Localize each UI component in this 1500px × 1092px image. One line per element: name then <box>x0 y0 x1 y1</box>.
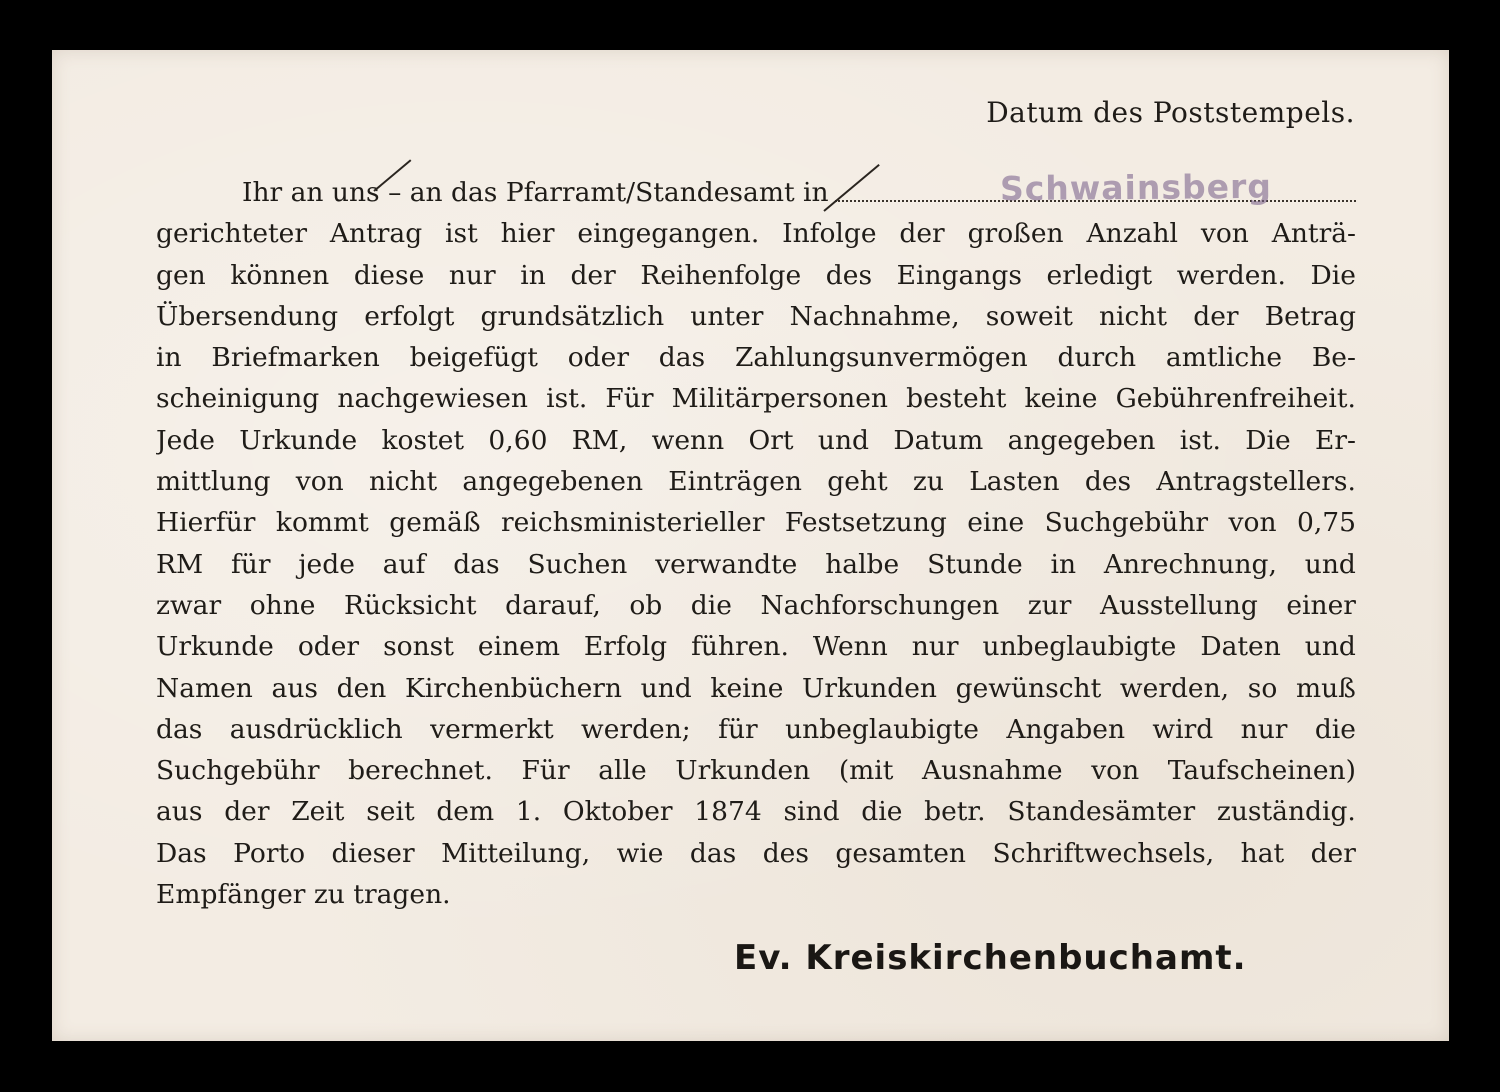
notice-word: wenn <box>651 424 725 456</box>
notice-word: des <box>1084 466 1132 498</box>
office-signature: Ev. Kreiskirchenbuchamt. <box>734 938 1247 978</box>
notice-word: Zahlungsunvermögen <box>734 342 1028 374</box>
notice-word: besteht <box>906 383 1007 415</box>
notice-word: RM <box>156 548 204 580</box>
place-rubber-stamp: Schwainsberg <box>999 166 1273 209</box>
notice-word: Namen <box>156 672 253 704</box>
notice-word: unbeglaubigte <box>982 631 1177 663</box>
notice-word: Anträ- <box>1271 218 1356 250</box>
notice-line <box>156 750 1356 791</box>
notice-word: geht <box>827 466 888 498</box>
notice-word: hat <box>1240 837 1285 869</box>
notice-word: auf <box>382 548 426 580</box>
notice-word: zuständig. <box>1216 796 1356 828</box>
notice-word: Antrag <box>329 218 423 250</box>
notice-word: werden, <box>1119 672 1230 704</box>
notice-word: Betrag <box>1264 300 1356 332</box>
notice-word: des <box>825 259 873 291</box>
notice-word: Die <box>1310 259 1356 291</box>
notice-word: kostet <box>381 424 465 456</box>
notice-word: Für <box>605 383 654 415</box>
notice-word: durch <box>1057 342 1137 374</box>
notice-word: eingegangen. <box>577 218 760 250</box>
notice-word: für <box>718 713 758 745</box>
notice-word: das <box>453 548 500 580</box>
notice-line <box>156 626 1356 667</box>
notice-word: Hierfür <box>156 507 256 539</box>
notice-word: und <box>817 424 869 456</box>
notice-word: oder <box>567 342 629 374</box>
notice-word: das <box>689 837 737 869</box>
notice-word: oder <box>297 631 360 663</box>
notice-line <box>156 255 1356 296</box>
notice-word: die <box>861 796 903 828</box>
notice-word: Kirchenbüchern <box>405 672 622 704</box>
notice-word: der <box>1193 300 1239 332</box>
notice-word: gen <box>156 259 206 291</box>
notice-line <box>156 668 1356 709</box>
notice-word: in <box>156 342 182 374</box>
notice-word: der <box>570 259 616 291</box>
notice-word: unter <box>690 300 764 332</box>
notice-word: des <box>762 837 809 869</box>
notice-line <box>156 378 1356 419</box>
notice-word: Ausstellung <box>1100 589 1258 621</box>
notice-word: Nachforschungen <box>760 589 1000 621</box>
notice-word: angegeben <box>1007 424 1156 456</box>
notice-word: 0,75 <box>1296 507 1356 539</box>
notice-word: soweit <box>985 300 1073 332</box>
notice-word: gesamten <box>835 837 966 869</box>
notice-word: gewünscht <box>955 672 1102 704</box>
notice-word: erledigt <box>1046 259 1153 291</box>
notice-word: Datum <box>893 424 984 456</box>
notice-word: wie <box>616 837 664 869</box>
notice-word: das <box>156 713 203 745</box>
notice-word: RM, <box>571 424 628 456</box>
notice-word: von <box>1200 218 1249 250</box>
notice-word: 1874 <box>694 796 762 828</box>
notice-word: seit <box>366 796 415 828</box>
notice-word: Nachnahme, <box>789 300 960 332</box>
notice-word: 1. <box>515 796 542 828</box>
notice-word: nicht <box>1098 300 1168 332</box>
notice-word: amtliche <box>1165 342 1283 374</box>
notice-word: keine <box>710 672 784 704</box>
notice-word: ist. <box>546 383 588 415</box>
notice-line-text: Ihr an uns – an das Pfarramt/Standesamt in <box>242 177 829 208</box>
notice-word: Erfolg <box>583 631 668 663</box>
notice-word: aus <box>271 672 318 704</box>
notice-line <box>156 461 1356 502</box>
notice-word: darauf, <box>505 589 601 621</box>
notice-word: für <box>230 548 271 580</box>
notice-word: Oktober <box>562 796 673 828</box>
notice-word: nachgewiesen <box>337 383 529 415</box>
notice-word: zu <box>912 466 944 498</box>
notice-word: grundsätzlich <box>480 300 665 332</box>
notice-word: nur <box>448 259 496 291</box>
notice-word: ausdrücklich <box>229 713 403 745</box>
notice-word: führen. <box>691 631 789 663</box>
notice-word: dem <box>436 796 495 828</box>
notice-line <box>156 544 1356 585</box>
notice-line <box>156 420 1356 461</box>
notice-word: einem <box>477 631 560 663</box>
notice-word: nur <box>1240 713 1288 745</box>
notice-word: Anzahl <box>1086 218 1178 250</box>
notice-word: Anrechnung, <box>1103 548 1277 580</box>
notice-word: nicht <box>369 466 438 498</box>
notice-word: das <box>658 342 706 374</box>
notice-word: kommt <box>275 507 369 539</box>
notice-word: werden. <box>1176 259 1286 291</box>
notice-word: Daten <box>1200 631 1281 663</box>
notice-word: Schriftwechsels, <box>992 837 1215 869</box>
notice-word: gerichteter <box>156 218 308 250</box>
notice-word: vermerkt <box>430 713 554 745</box>
notice-word: so <box>1247 672 1278 704</box>
notice-word: Suchgebühr <box>156 755 320 787</box>
notice-word: Eingangs <box>896 259 1022 291</box>
notice-line <box>156 709 1356 750</box>
notice-word: ob <box>629 589 663 621</box>
notice-line <box>156 833 1356 874</box>
notice-word: von <box>1091 755 1140 787</box>
notice-line <box>156 585 1356 626</box>
notice-word: verwandte <box>655 548 798 580</box>
notice-word: sonst <box>383 631 454 663</box>
notice-word: Antragstellers. <box>1156 466 1356 498</box>
notice-line <box>156 502 1356 543</box>
notice-word: muß <box>1295 672 1356 704</box>
notice-word: Für <box>521 755 570 787</box>
notice-word: Das <box>156 837 207 869</box>
notice-word: ohne <box>249 589 316 621</box>
notice-word: in <box>520 259 546 291</box>
notice-word: mittlung <box>156 466 271 498</box>
notice-word: von <box>1228 507 1277 539</box>
notice-word: zur <box>1027 589 1072 621</box>
postmark-date-caption: Datum des Poststempels. <box>986 96 1355 129</box>
notice-word: reichsministerieller <box>500 507 765 539</box>
notice-line <box>156 296 1356 337</box>
notice-word: Festsetzung <box>784 507 947 539</box>
notice-word: Einträgen <box>668 466 802 498</box>
notice-word: großen <box>967 218 1064 250</box>
notice-word: Ort <box>748 424 794 456</box>
notice-word: scheinigung <box>156 383 320 415</box>
notice-word: keine <box>1024 383 1098 415</box>
notice-word: alle <box>598 755 647 787</box>
notice-word: in <box>1050 548 1077 580</box>
notice-word: der <box>224 796 270 828</box>
notice-word: Urkunde <box>239 424 358 456</box>
notice-word: Ausnahme <box>922 755 1063 787</box>
notice-line-text: Empfänger zu tragen. <box>156 879 451 911</box>
notice-word: halbe <box>825 548 900 580</box>
notice-word: angegebenen <box>462 466 644 498</box>
notice-word: hier <box>500 218 555 250</box>
notice-word: jede <box>298 548 355 580</box>
notice-word: nur <box>911 631 959 663</box>
notice-word: Infolge <box>782 218 877 250</box>
postcard <box>52 50 1449 1041</box>
notice-word: diese <box>353 259 425 291</box>
notice-word: den <box>336 672 387 704</box>
notice-word: dieser <box>331 837 415 869</box>
notice-word: Suchgebühr <box>1044 507 1209 539</box>
notice-word: ist <box>445 218 478 250</box>
notice-word: der <box>1310 837 1356 869</box>
notice-word: beigefügt <box>409 342 538 374</box>
notice-word: wird <box>1152 713 1214 745</box>
notice-word: und <box>640 672 692 704</box>
notice-word: Standesämter <box>1007 796 1196 828</box>
notice-word: Zeit <box>291 796 345 828</box>
notice-word: der <box>899 218 945 250</box>
notice-word: Urkunde <box>156 631 274 663</box>
notice-word: 0,60 <box>488 424 548 456</box>
notice-word: berechnet. <box>348 755 493 787</box>
notice-word: eine <box>967 507 1025 539</box>
notice-word: können <box>230 259 330 291</box>
notice-word: sind <box>783 796 840 828</box>
notice-word: Urkunden <box>675 755 811 787</box>
notice-body <box>156 172 1356 915</box>
notice-word: Reihenfolge <box>640 259 802 291</box>
notice-word: aus <box>156 796 203 828</box>
notice-line <box>156 791 1356 832</box>
notice-word: Lasten <box>969 466 1060 498</box>
notice-word: Angaben <box>1006 713 1126 745</box>
notice-line <box>156 213 1356 254</box>
notice-word: ist. <box>1179 424 1221 456</box>
notice-word: Übersendung <box>156 300 339 332</box>
notice-word: Jede <box>156 424 215 456</box>
notice-word: erfolgt <box>364 300 455 332</box>
notice-word: Er- <box>1315 424 1356 456</box>
notice-word: Suchen <box>527 548 628 580</box>
notice-word: unbeglaubigte <box>785 713 979 745</box>
notice-word: einer <box>1286 589 1356 621</box>
notice-word: und <box>1304 548 1356 580</box>
notice-word: Be- <box>1311 342 1356 374</box>
notice-word: Wenn <box>812 631 888 663</box>
notice-line <box>156 874 1356 915</box>
notice-word: zwar <box>156 589 222 621</box>
notice-word: Stunde <box>927 548 1023 580</box>
notice-word: Militärpersonen <box>671 383 888 415</box>
notice-word: und <box>1304 631 1356 663</box>
notice-word: Porto <box>233 837 306 869</box>
notice-word: die <box>690 589 732 621</box>
notice-word: Mitteilung, <box>441 837 591 869</box>
notice-word: Briefmarken <box>211 342 380 374</box>
notice-word: von <box>295 466 344 498</box>
notice-line <box>156 337 1356 378</box>
notice-word: Urkunden <box>802 672 937 704</box>
notice-word: gemäß <box>389 507 481 539</box>
notice-word: Gebührenfreiheit. <box>1115 383 1356 415</box>
notice-word: werden; <box>581 713 691 745</box>
notice-word: Rücksicht <box>344 589 477 621</box>
notice-word: (mit <box>838 755 894 787</box>
notice-word: Die <box>1245 424 1291 456</box>
notice-word: Taufscheinen) <box>1167 755 1356 787</box>
notice-word: die <box>1314 713 1356 745</box>
notice-word: betr. <box>924 796 986 828</box>
